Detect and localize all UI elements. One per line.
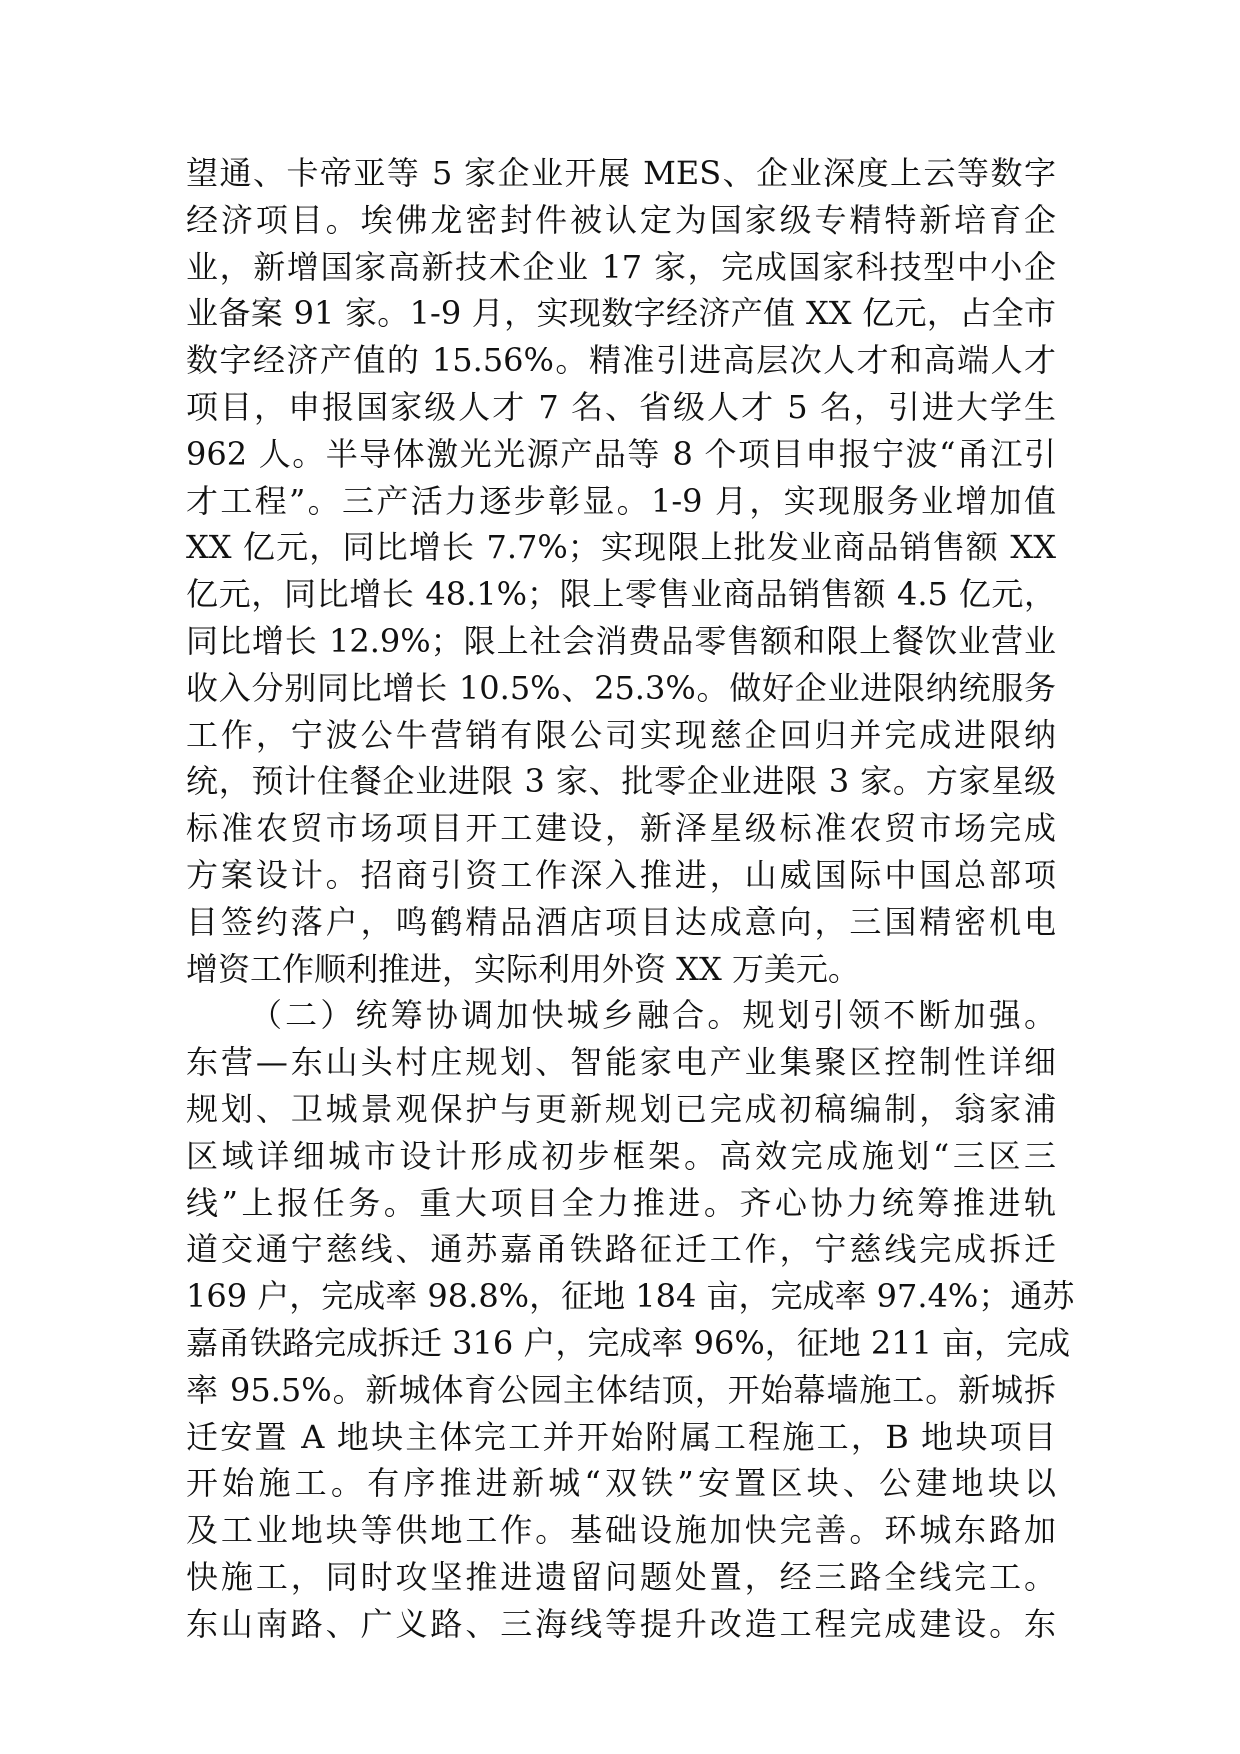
text-line: 工作，宁波公牛营销有限公司实现慈企回归并完成进限纳 (186, 715, 1056, 754)
text-line: 东山南路、广义路、三海线等提升改造工程完成建设。东 (186, 1604, 1056, 1643)
text-line: 开始施工。有序推进新城“双铁”安置区块、公建地块以 (186, 1464, 1056, 1503)
text-line: XX 亿元，同比增长 7.7%；实现限上批发业商品销售额 XX (186, 528, 1056, 567)
section-heading-line: （二）统筹协调加快城乡融合。规划引领不断加强。 (250, 996, 1056, 1035)
text-line: 数字经济产值的 15.56%。精准引进高层次人才和高端人才 (186, 341, 1056, 380)
text-line: 规划、卫城景观保护与更新规划已完成初稿编制，翁家浦 (186, 1089, 1056, 1128)
text-line: 东营—东山头村庄规划、智能家电产业集聚区控制性详细 (186, 1043, 1056, 1082)
text-line: 业，新增国家高新技术企业 17 家，完成国家科技型中小企 (186, 247, 1056, 286)
text-line: 方案设计。招商引资工作深入推进，山威国际中国总部项 (186, 855, 1056, 894)
text-line: 区域详细城市设计形成初步框架。高效完成施划“三区三 (186, 1136, 1056, 1175)
text-line: 经济项目。埃佛龙密封件被认定为国家级专精特新培育企 (186, 200, 1056, 239)
text-line: 亿元，同比增长 48.1%；限上零售业商品销售额 4.5 亿元， (186, 575, 1056, 614)
text-line: 962 人。半导体激光光源产品等 8 个项目申报宁波“甬江引 (186, 434, 1056, 473)
text-line: 同比增长 12.9%；限上社会消费品零售额和限上餐饮业营业 (186, 621, 1056, 660)
text-line: 项目，申报国家级人才 7 名、省级人才 5 名，引进大学生 (186, 387, 1056, 426)
document-body (186, 150, 1075, 1648)
text-line: 业备案 91 家。1-9 月，实现数字经济产值 XX 亿元，占全市 (186, 294, 1056, 333)
text-line: 及工业地块等供地工作。基础设施加快完善。环城东路加 (186, 1511, 1056, 1550)
text-line: 率 95.5%。新城体育公园主体结顶，开始幕墙施工。新城拆 (186, 1370, 1056, 1409)
text-line: 迁安置 A 地块主体完工并开始附属工程施工，B 地块项目 (186, 1417, 1056, 1456)
text-line: 快施工，同时攻坚推进遗留问题处置，经三路全线完工。 (186, 1557, 1056, 1596)
text-line: 目签约落户，鸣鹤精品酒店项目达成意向，三国精密机电 (186, 902, 1056, 941)
text-line: 道交通宁慈线、通苏嘉甬铁路征迁工作，宁慈线完成拆迁 (186, 1230, 1056, 1269)
text-line: 169 户，完成率 98.8%，征地 184 亩，完成率 97.4%；通苏 (186, 1277, 1075, 1316)
text-line: 才工程”。三产活力逐步彰显。1-9 月，实现服务业增加值 (186, 481, 1056, 520)
text-line: 嘉甬铁路完成拆迁 316 户，完成率 96%，征地 211 亩，完成 (186, 1323, 1071, 1362)
paragraph-end-line: 增资工作顺利推进，实际利用外资 XX 万美元。 (186, 949, 860, 988)
text-line: 统，预计住餐企业进限 3 家、批零企业进限 3 家。方家星级 (186, 762, 1056, 801)
text-line: 收入分别同比增长 10.5%、25.3%。做好企业进限纳统服务 (186, 668, 1056, 707)
text-line: 望通、卡帝亚等 5 家企业开展 MES、企业深度上云等数字 (186, 154, 1056, 192)
text-line: 标准农贸市场项目开工建设，新泽星级标准农贸市场完成 (186, 809, 1056, 848)
text-line: 线”上报任务。重大项目全力推进。齐心协力统筹推进轨 (186, 1183, 1056, 1222)
